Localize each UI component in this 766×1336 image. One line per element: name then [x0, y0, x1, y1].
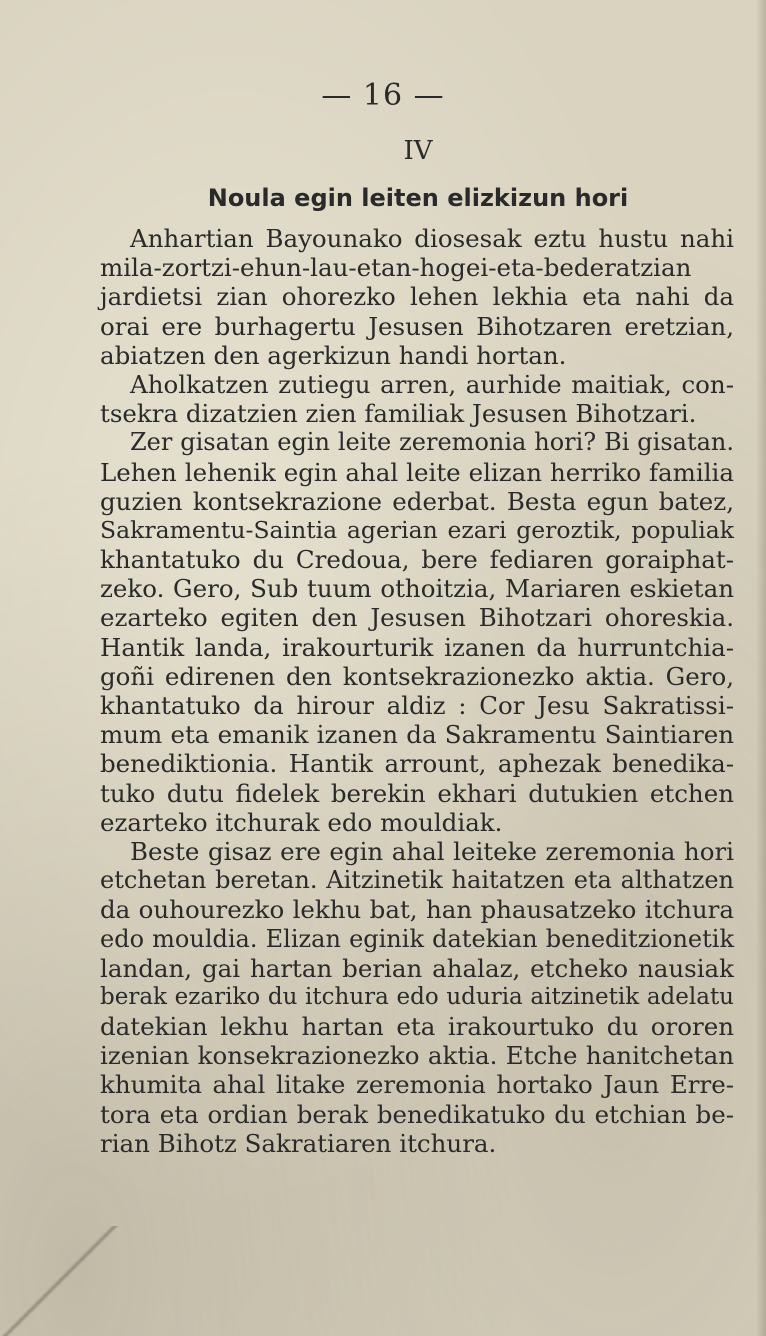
text-line: mum eta emanik izanen da Sakramentu Saintiaren	[100, 720, 734, 750]
text-line: guzien kontsekrazione ederbat. Besta egun batez,	[100, 486, 734, 516]
text-line: tsekra dizatzien zien familiak Jesusen Bihotzari.	[100, 399, 697, 429]
text-line: Zer gisatan egin leite zeremonia hori? Bi gisatan.	[130, 428, 734, 457]
body-text	[100, 224, 734, 1158]
text-line: berak ezariko du itchura edo uduria aitzinetik adelatu	[100, 983, 734, 1010]
text-line: Hantik landa, irakourturik izanen da hurruntchia-	[100, 632, 734, 662]
text-line: mila-zortzi-ehun-lau-etan-hogei-eta-bederatzian	[100, 253, 692, 283]
text-line: edo mouldia. Elizan eginik datekian beneditzionetik	[100, 924, 734, 953]
text-line: abiatzen den agerkizun handi hortan.	[100, 340, 567, 370]
text-line: ezarteko itchurak edo mouldiak.	[100, 807, 503, 837]
text-line: Anhartian Bayounako diosesak eztu hustu nahi	[130, 224, 734, 253]
text-line: izenian konsekrazionezko aktia. Etche hanitchetan	[100, 1041, 734, 1071]
text-line: Lehen lehenik egin ahal leite elizan herriko familia	[100, 457, 734, 487]
text-line: da ouhourezko lekhu bat, han phausatzeko itchura	[100, 895, 734, 925]
text-line: khantatuko du Credoua, bere fediaren goraiphat-	[100, 545, 734, 575]
text-line: zeko. Gero, Sub tuum othoitzia, Mariaren eskietan	[100, 574, 734, 604]
page-number: — 16 —	[321, 78, 445, 113]
text-line: Beste gisaz ere egin ahal leiteke zeremonia hori	[130, 836, 734, 866]
text-line: tuko dutu fidelek berekin ekhari dutukien etchen	[100, 778, 734, 808]
chapter-numeral: IV	[403, 136, 433, 166]
paper-crease	[0, 1226, 120, 1336]
text-line: Sakramentu-Saintia agerian ezari geroztik, populiak	[100, 515, 734, 544]
text-line: khantatuko da hirour aldiz : Cor Jesu Sakratissi-	[100, 691, 734, 720]
text-line: etchetan beretan. Aitzinetik haitatzen eta althatzen	[100, 866, 734, 895]
text-line: Aholkatzen zutiegu arren, aurhide maitiak, con-	[130, 369, 734, 399]
text-line: khumita ahal litake zeremonia hortako Jaun Erre-	[100, 1070, 734, 1100]
section-heading: Noula egin leiten elizkizun hori	[207, 184, 629, 212]
text-line: datekian lekhu hartan eta irakourtuko du ororen	[100, 1012, 734, 1042]
text-line: landan, gai hartan berian ahalaz, etcheko nausiak	[100, 953, 734, 983]
text-line: benediktionia. Hantik arrount, aphezak benedika-	[100, 749, 734, 779]
text-line: tora eta ordian berak benedikatuko du etchian be-	[100, 1099, 734, 1129]
text-line: jardietsi zian ohorezko lehen lekhia eta nahi da	[100, 282, 734, 312]
text-line: rian Bihotz Sakratiaren itchura.	[100, 1128, 497, 1158]
text-line: orai ere burhagertu Jesusen Bihotzaren eretzian,	[100, 311, 734, 341]
text-line: goñi edirenen den kontsekrazionezko aktia. Gero,	[100, 661, 734, 691]
text-line: ezarteko egiten den Jesusen Bihotzari ohoreskia.	[100, 603, 734, 633]
